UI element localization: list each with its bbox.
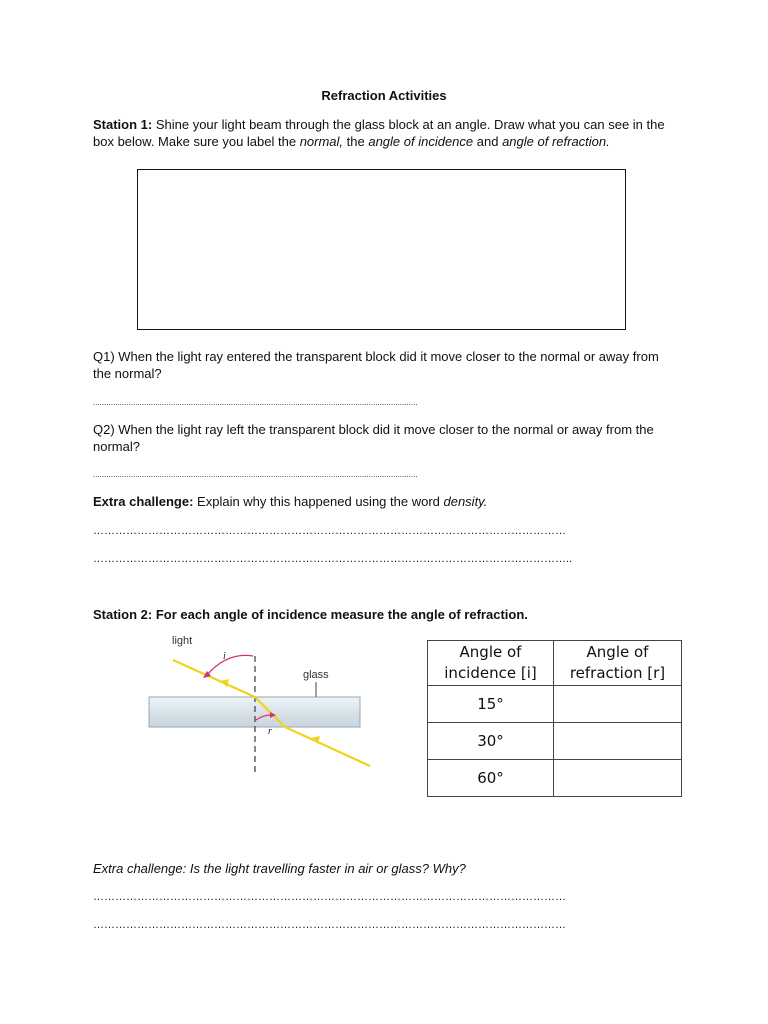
answer-line-extra-1a[interactable]: ………………………………………………………………………………………………………………… [93, 525, 566, 537]
refraction-cell[interactable] [554, 686, 682, 723]
refraction-cell[interactable] [554, 760, 682, 797]
term-refraction: angle of refraction. [502, 134, 610, 149]
question-1: Q1) When the light ray entered the transparent block did it move closer to the normal or away from the normal? [93, 349, 659, 381]
station1-text-a: Shine your light beam through the glass block at an angle. Draw what you can see in the box below. Make sure you label the [93, 117, 665, 149]
answer-line-q2[interactable]: .................................................................................................................................................. [93, 470, 418, 479]
station1-text-b: the [343, 134, 369, 149]
answer-line-q1[interactable]: .................................................................................................................................................. [93, 398, 418, 407]
refraction-cell[interactable] [554, 723, 682, 760]
answer-line-extra-2b[interactable]: ………………………………………………………………………………………………………………… [93, 919, 566, 931]
question-2: Q2) When the light ray left the transparent block did it move closer to the normal or away from the normal? [93, 422, 654, 454]
station2-heading: Station 2: For each angle of incidence measure the angle of refraction. [93, 607, 528, 622]
term-density: density. [443, 494, 488, 509]
drawing-box[interactable] [137, 169, 626, 330]
page-title: Refraction Activities [321, 88, 447, 103]
header-incidence-line1: Angle of [459, 643, 522, 661]
angles-table [427, 640, 682, 797]
station1-label: Station 1: [93, 117, 153, 132]
extra-challenge-text: Explain why this happened using the word [193, 494, 444, 509]
table-row [428, 760, 682, 797]
light-label: light [172, 635, 193, 647]
table-row [428, 723, 682, 760]
header-incidence [428, 641, 554, 686]
glass-label: glass [303, 669, 329, 681]
header-refraction-line1: Angle of [586, 643, 649, 661]
station1-text-c: and [473, 134, 503, 149]
incidence-cell: 15° [428, 686, 554, 723]
answer-line-extra-2a[interactable]: ………………………………………………………………………………………………………………… [93, 891, 566, 903]
refraction-diagram [145, 630, 380, 780]
table-header-row [428, 641, 682, 686]
station1-instructions [93, 116, 673, 150]
answer-line-extra-1b[interactable]: ………………………………………………………………………………………………………………….. [93, 553, 573, 565]
table-row [428, 686, 682, 723]
extra-challenge-label: Extra challenge: [93, 494, 194, 509]
term-normal: normal, [299, 134, 344, 149]
term-incidence: angle of incidence [368, 134, 474, 149]
incidence-cell: 60° [428, 760, 554, 797]
extra-challenge-2: Extra challenge: Is the light travelling faster in air or glass? Why? [93, 861, 466, 876]
header-incidence-line2: incidence [i] [444, 664, 537, 682]
r-label: r [268, 726, 272, 737]
incidence-cell: 30° [428, 723, 554, 760]
i-label: i [223, 651, 226, 662]
header-refraction [554, 641, 682, 686]
extra-challenge-1 [93, 493, 673, 510]
header-refraction-line2: refraction [r] [569, 664, 666, 682]
incidence-arc [207, 655, 253, 675]
